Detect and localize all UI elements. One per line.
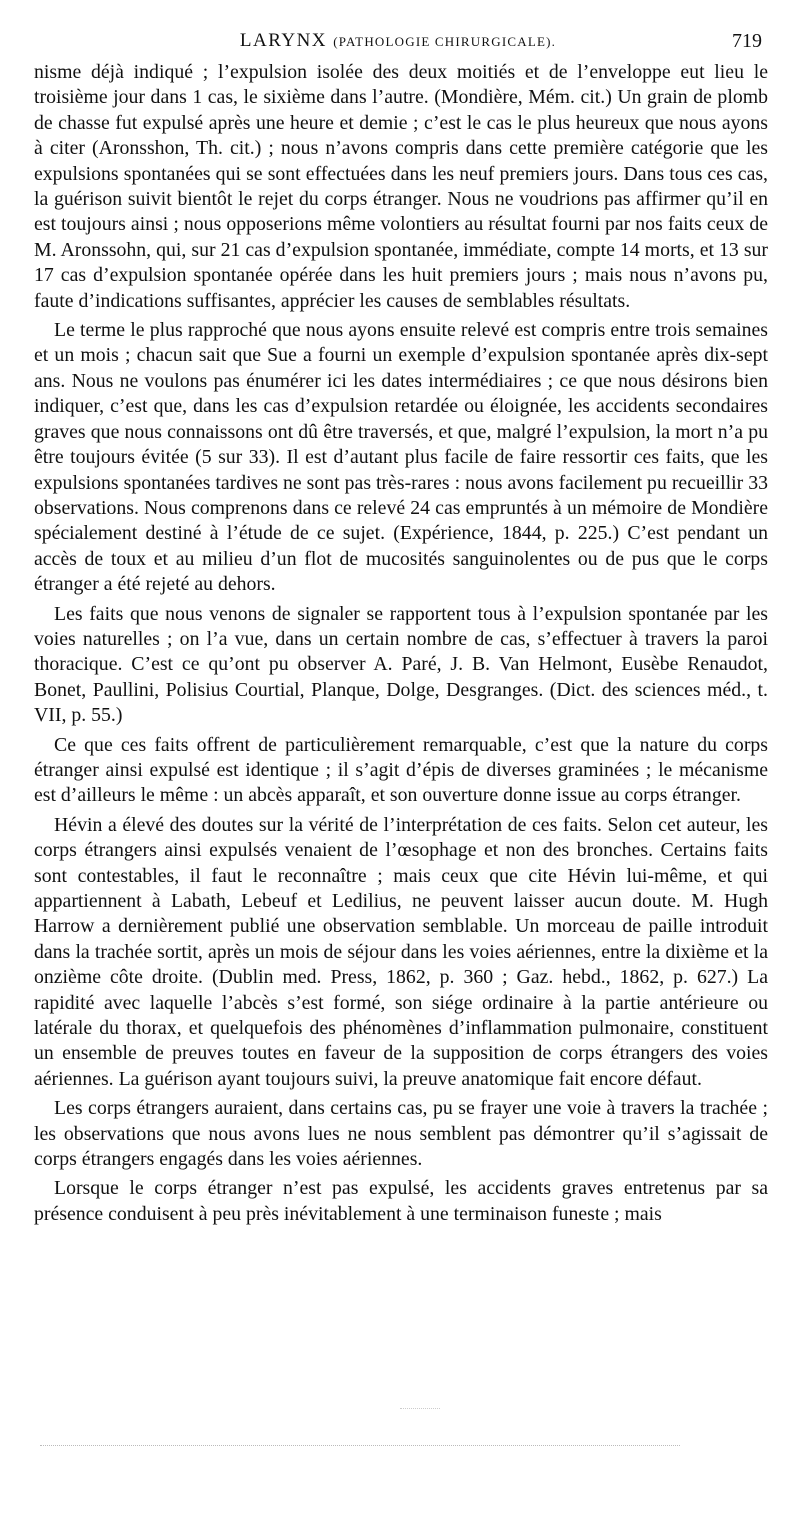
paragraph-5: Hévin a élevé des doutes sur la vérité de l’interprétation de ces faits. Selon cet auteur, les corps étrangers ainsi expulsés venaient de l’œsophage et non des bronches. Certains faits sont contestables, il faut le reconnaître ; mais ceux que cite Hévin lui-même, et qui appartiennent à Labath, Lebeuf et Ledilius, ne peuvent laisser aucun doute. M. Hugh Harrow a dernièrement publié une observation semblable. Un morceau de paille introduit dans la trachée sortit, après un mois de séjour dans les voies aériennes, entre la dixième et la onzième côte droite. (Dublin med. Press, 1862, p. 360 ; Gaz. hebd., 1862, p. 627.) La rapidité avec laquelle l’abcès s’est formé, son siége ordinaire à la partie antérieure ou latérale du thorax, et quelquefois des phénomènes d’inflammation pulmonaire, constituent un ensemble de preuves toutes en faveur de la supposition de corps étrangers des voies aériennes. La guérison ayant toujours suivi, la preuve anatomique fait encore défaut. <box>34 813 768 1090</box>
paragraph-1: nisme déjà indiqué ; l’expulsion isolée des deux moitiés et de l’enveloppe eut lieu le troisième jour dans 1 cas, le sixième dans l’autre. (Mondière, Mém. cit.) Un grain de plomb de chasse fut expulsé après une heure et demie ; c’est le cas le plus heureux que nous ayons à citer (Aronsshon, Th. cit.) ; nous n’avons compris dans cette première catégorie que les expulsions spontanées qui se sont effectuées dans les neuf premiers jours. Dans tous ces cas, la guérison suivit bientôt le rejet du corps étranger. Nous ne voudrions pas affirmer qu’il en est toujours ainsi ; nous opposerions même volontiers au résultat fourni par nos faits ceux de M. Aronssohn, qui, sur 21 cas d’expulsion spontanée, immédiate, compte 14 morts, et 13 sur 17 cas d’expulsion spontanée opérée dans les huit premiers jours ; mais nous n’avons pu, faute d’indications suffisantes, apprécier les causes de semblables résultats. <box>34 61 768 312</box>
paragraph-7: Lorsque le corps étranger n’est pas expulsé, les accidents graves entretenus par sa présence conduisent à peu près inévitablement à une terminaison funeste ; mais <box>34 1177 768 1225</box>
running-title-sub: (PATHOLOGIE CHIRURGICALE). <box>333 34 557 49</box>
paragraph-2: Le terme le plus rapproché que nous ayons ensuite relevé est compris entre trois semaines et un mois ; chacun sait que Sue a fourni un exemple d’expulsion spontanée après dix-sept ans. Nous ne voulons pas énumérer ici les dates intermédiaires ; ce que nous désirons bien indiquer, c’est que, dans les cas d’expulsion retardée ou éloignée, les accidents secondaires graves que nous connaissons ont dû être traversés, et que, malgré l’expulsion, la mort n’a pu être toujours évitée (5 sur 33). Il est d’autant plus facile de faire ressortir ces faits, que les expulsions spontanées tardives ne sont pas très-rares : nous avons facilement pu recueillir 33 observations. Nous comprenons dans ce relevé 24 cas empruntés à un mémoire de Mondière spécialement destiné à l’étude de ce sujet. (Expérience, 1844, p. 225.) C’est pendant un accès de toux et au milieu d’un flot de mucosités sanguinolentes ou de pus que le corps étranger a été rejeté au dehors. <box>34 319 768 596</box>
paragraph-6: Les corps étrangers auraient, dans certains cas, pu se frayer une voie à travers la trachée ; les observations que nous avons lues ne nous semblent pas démontrer qu’il s’agissait de corps étrangers engagés dans les voies aériennes. <box>34 1097 768 1171</box>
running-title-main: LARYNX <box>239 30 328 51</box>
bleed-through-rule <box>40 1445 680 1446</box>
paragraph-4: Ce que ces faits offrent de particulièrement remarquable, c’est que la nature du corps étranger ainsi expulsé est identique ; il s’agit d’épis de diverses graminées ; le mécanisme est d’ailleurs le même : un abcès apparaît, et son ouverture donne issue au corps étranger. <box>34 733 768 807</box>
running-title <box>34 30 762 52</box>
running-head <box>34 30 762 56</box>
paragraph-3: Les faits que nous venons de signaler se rapportent tous à l’expulsion spontanée par les voies naturelles ; on l’a vue, dans un certain nombre de cas, s’effectuer à travers la paroi thoracique. C’est ce qu’ont pu observer A. Paré, J. B. Van Helmont, Eusèbe Renaudot, Bonet, Paullini, Polisius Courtial, Planque, Dolge, Desgranges. (Dict. des sciences méd., t. VII, p. 55.) <box>34 602 768 727</box>
body-text <box>34 60 768 1231</box>
bleed-through-dots <box>400 1408 440 1413</box>
page-number: 719 <box>732 30 762 52</box>
